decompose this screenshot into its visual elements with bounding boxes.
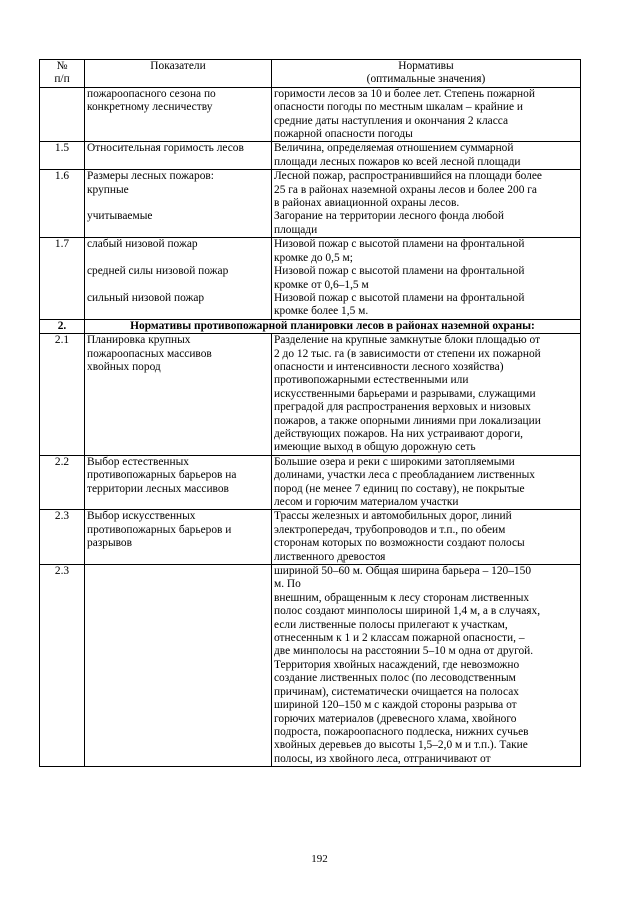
norm-line: Разделение на крупные замкнутые блоки площадью от [274, 334, 541, 347]
table-row [40, 565, 581, 767]
indicator-line: территории лесных массивов [87, 482, 229, 495]
header-number-line: п/п [54, 73, 70, 86]
header-norms [272, 60, 581, 88]
header-indicators-text: Показатели [150, 60, 206, 72]
row-number: 1.6 [40, 170, 85, 238]
row-indicator [85, 170, 272, 238]
norm-line: отнесенным к 1 и 2 классам пожарной опасности, – [274, 632, 525, 645]
indicator-line: средней силы низовой пожар [87, 265, 229, 278]
norm-line: кромке от 0,6–1,5 м [274, 278, 369, 291]
indicator-line: Выбор искусственных [87, 510, 196, 523]
document-page [39, 59, 580, 767]
row-norm [272, 142, 581, 170]
row-indicator [85, 142, 272, 170]
norm-line: Загорание на территории лесного фонда любой [274, 210, 504, 223]
norm-line: Лесной пожар, распространившийся на площади более [274, 170, 542, 183]
norm-line: средние даты наступления и окончания 2 класса [274, 114, 508, 127]
indicator-line: Размеры лесных пожаров: [87, 170, 214, 183]
row-number [40, 87, 85, 142]
row-number: 2.2 [40, 455, 85, 510]
table-row [40, 455, 581, 510]
norm-line: горимости лесов за 10 и более лет. Степень пожарной [274, 87, 535, 100]
norm-line: площади [274, 223, 318, 236]
header-norms-line: (оптимальные значения) [366, 73, 486, 86]
table-row [40, 510, 581, 565]
norm-line: опасности и интенсивности лесного хозяйства) [274, 360, 504, 373]
spacer [87, 278, 269, 291]
norm-line: лиственного древостоя [274, 550, 386, 563]
row-indicator [85, 565, 272, 767]
norm-line: хвойных деревьев до высоты 1,5–2,0 м и т.п.). Такие [274, 739, 528, 752]
row-norm [272, 238, 581, 319]
indicator-line: противопожарных барьеров и [87, 523, 232, 536]
norm-line: Большие озера и реки с широкими затопляемыми [274, 455, 515, 468]
norm-line: пожарной опасности погоды [274, 128, 413, 141]
indicator-line: крупные [87, 183, 129, 196]
row-indicator [85, 334, 272, 456]
norm-line: причинам), систематически очищается на полосах [274, 685, 519, 698]
norm-line: Трассы железных и автомобильных дорог, линий [274, 510, 512, 523]
header-norms-line: Нормативы [398, 60, 454, 72]
table-row [40, 170, 581, 238]
indicator-line: противопожарных барьеров на [87, 469, 237, 482]
norm-line: кромке до 0,5 м; [274, 251, 353, 264]
norm-line: имеющие выход в общую дорожную сеть [274, 441, 476, 454]
norm-line: площади лесных пожаров ко всей лесной площади [274, 155, 521, 168]
norm-line: противопожарными естественными или [274, 374, 469, 387]
norm-line: лесом и горючим материалом участки [274, 496, 459, 508]
norm-line: пожаров, а также опорными линиями при локализации [274, 414, 541, 427]
row-norm [272, 565, 581, 767]
norm-line: полосы, из хвойного леса, отграничивают от [274, 752, 491, 765]
norm-line: внешним, обращенным к лесу сторонам лиственных [274, 591, 530, 604]
indicator-line: Выбор естественных [87, 455, 189, 468]
norm-line: м. По [274, 578, 301, 591]
section-row [40, 319, 581, 333]
header-number-line: № [56, 60, 68, 72]
row-norm [272, 510, 581, 565]
row-norm [272, 334, 581, 456]
norm-line: полос создают минполосы шириной 1,4 м, а в случаях, [274, 605, 541, 618]
indicator-line: Относительная горимость лесов [87, 142, 244, 155]
norm-line: опасности погоды по местным шкалам – крайние и [274, 101, 524, 114]
norm-line: сторонам которых по возможности создают полосы [274, 537, 525, 550]
norm-line: в районах авиационной охраны лесов. [274, 197, 460, 210]
indicator-line: пожароопасных массивов [87, 347, 212, 360]
norm-line: Величина, определяемая отношением суммарной [274, 142, 514, 155]
row-norm [272, 87, 581, 142]
indicator-line: конкретному лесничеству [87, 101, 213, 114]
indicator-line: слабый низовой пожар [87, 238, 198, 251]
norm-line: подроста, пожароопасного подлеска, нижних сучьев [274, 725, 529, 738]
row-norm [272, 170, 581, 238]
spacer [87, 197, 269, 210]
norm-line: пород (не менее 7 единиц по составу), не покрытые [274, 482, 525, 495]
norm-line: электропередач, трубопроводов и т.п., по обеим [274, 523, 506, 536]
norm-line: 2 до 12 тыс. га (в зависимости от степени их пожарной [274, 347, 541, 360]
page-number: 192 [311, 853, 328, 865]
norm-line: если лиственные полосы прилегают к участкам, [274, 618, 508, 631]
table-row [40, 142, 581, 170]
row-number: 1.7 [40, 238, 85, 319]
norm-line: долинами, участки леса с преобладанием лиственных [274, 469, 535, 482]
norm-line: шириной 120–150 м с каждой стороны разрыва от [274, 699, 517, 712]
norm-line: Низовой пожар с высотой пламени на фронтальной [274, 265, 525, 278]
norm-line: горючих материалов (древесного хлама, хвойного [274, 712, 517, 725]
norm-line: Территория хвойных насаждений, где невозможно [274, 658, 520, 671]
row-number: 2.3 [40, 510, 85, 565]
indicator-line: сильный низовой пожар [87, 291, 205, 304]
norm-line: шириной 50–60 м. Общая ширина барьера – 120–150 [274, 565, 532, 578]
table-header-row [40, 60, 581, 88]
row-indicator [85, 87, 272, 142]
row-indicator [85, 510, 272, 565]
indicator-line: пожароопасного сезона по [87, 87, 216, 100]
header-indicators [85, 60, 272, 88]
section-title: Нормативы противопожарной планировки лесов в районах наземной охраны: [85, 319, 581, 333]
spacer [87, 252, 269, 265]
header-number [40, 60, 85, 88]
norm-line: преградой для распространения верховых и низовых [274, 401, 531, 414]
table-row [40, 334, 581, 456]
row-number: 2.3 [40, 565, 85, 767]
norm-line: Низовой пожар с высотой пламени на фронтальной [274, 238, 525, 251]
row-norm [272, 455, 581, 510]
indicator-line: хвойных пород [87, 360, 161, 373]
indicator-line: учитываемые [87, 210, 153, 223]
norm-line: создание лиственных полос (по лесоводственным [274, 672, 516, 685]
indicator-line: разрывов [87, 537, 132, 550]
row-number: 1.5 [40, 142, 85, 170]
normatives-table [39, 59, 581, 767]
norm-line: две минполосы на расстоянии 5–10 м одна от другой. [274, 645, 534, 658]
norm-line: Низовой пожар с высотой пламени на фронтальной [274, 291, 525, 304]
row-indicator [85, 455, 272, 510]
table-row [40, 238, 581, 319]
norm-line: действующих пожаров. На них устраивают дороги, [274, 427, 524, 440]
indicator-line: Планировка крупных [87, 334, 191, 347]
row-number: 2.1 [40, 334, 85, 456]
norm-line: искусственными барьерами и разрывами, служащими [274, 387, 536, 400]
row-indicator [85, 238, 272, 319]
norm-line: 25 га в районах наземной охраны лесов и более 200 га [274, 183, 537, 196]
table-row [40, 87, 581, 142]
section-number: 2. [40, 319, 85, 333]
norm-line: кромке более 1,5 м. [274, 305, 369, 318]
